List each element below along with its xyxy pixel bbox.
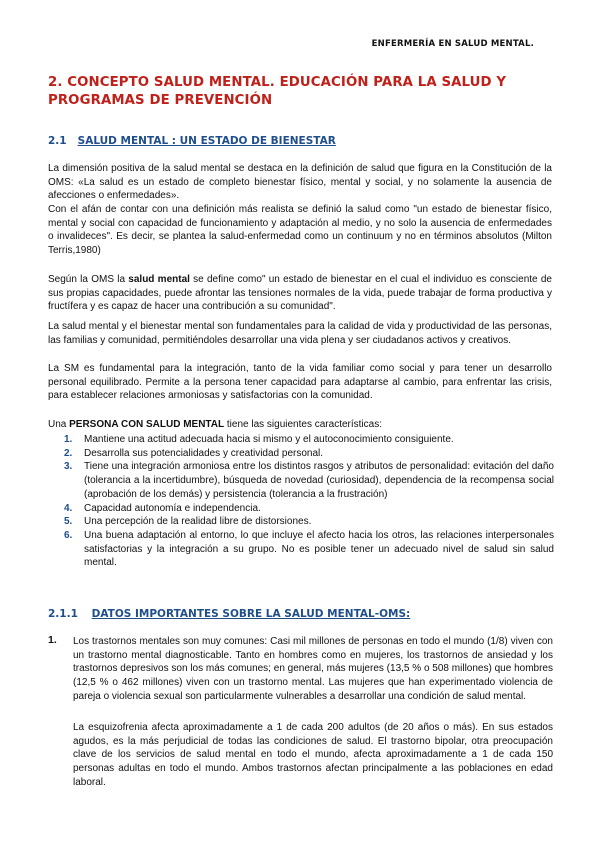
section-title: 2. CONCEPTO SALUD MENTAL. EDUCACIÓN PARA LA SALUD Y PROGRAMAS DE PREVENCIÓN [48,75,507,108]
subsection-number: 2.1.1 [48,608,78,620]
data-item-number: 1. [48,634,57,646]
running-header: ENFERMERÍA EN SALUD MENTAL. [371,39,534,49]
paragraph-oms-definition: La dimensión positiva de la salud mental se destaca en la definición de salud que figura en la Constitución de la OMS: «La salud es un estado de completo bienestar físico, mental y social, y no solamente la ausencia de afecciones o enfermedades». [48,163,552,202]
list-text: Capacidad autonomía e independencia. [84,502,261,514]
list-number: 1. [64,434,73,445]
text-fragment: tiene las siguientes características: [224,419,382,430]
list-number: 6. [64,529,73,541]
subsection-number: 2.1 [48,135,67,147]
paragraph-data-esquizofrenia: La esquizofrenia afecta aproximadamente a 1 de cada 200 adultos (de 20 años o más). En sus estados agudos, es la más perjudicial de todas las condiciones de salud. El trastorno bipolar, otra preocupación clave de los servicios de salud mental en todo el mundo, afecta aproximadamente a 1 de cada 150 personas adultas en todo el mundo. Ambos trastornos afectan principalmente a las poblaciones en edad laboral. [73,722,553,788]
paragraph-sm-integracion: La SM es fundamental para la integración, tanto de la vida familiar como social y para tener un desarrollo personal equilibrado. Permite a la persona tener capacidad para adaptarse al cambio, para enfrentar las crisis, para establecer relaciones armoniosas y satisfactorias con la comunidad. [48,363,552,402]
list-text: Una buena adaptación al entorno, lo que incluye el afecto hacia los otros, las relaciones interpersonales satisfactorias y la integración a su grupo. No es posible tener un adecuado nivel de salud sin salud mental. [84,529,554,569]
paragraph-data-trastornos: Los trastornos mentales son muy comunes: Casi mil millones de personas en todo el mundo (1/8) viven con un trastorno mental diagnosticable. Tanto en hombres como en mujeres, los trastornos de ansiedad y los trastornos depresivos son los más comunes; en general, más mujeres (13,5 % o 508 millones) que hombres (12,5 % o 462 millones) viven con un trastorno mental. Las mujeres que han experimentado violencia de pareja o violencia sexual son particularmente vulnerables a desarrollar una condición de salud mental. [73,636,553,702]
list-number: 5. [64,516,73,528]
bold-term: PERSONA CON SALUD MENTAL [69,419,225,430]
list-item [64,529,554,570]
paragraph-realistic-definition: Con el afán de contar con una definición más realista se definió la salud como "un estado de bienestar físico, mental y social con capacidad de funcionamiento y adaptación al medio, y no solo la ausencia de enfermedades o invalideces". Es decir, se plantea la salud-enfermedad como un continuum y no en términos absolutos (Milton Terris,1980) [48,204,552,257]
subsection-heading-2-1-1 [48,608,410,620]
list-item [64,433,554,447]
list-text: Mantiene una actitud adecuada hacia si mismo y el autoconocimiento consiguiente. [84,434,454,445]
paragraph-salud-mental-oms [48,273,552,314]
paragraph-bienestar: La salud mental y el bienestar mental son fundamentales para la calidad de vida y productividad de las personas, las familias y comunidad, permitiéndoles desarrollar una vida plena y ser ciudadanos activos y creativos. [48,321,552,346]
paragraph-persona-intro [48,418,552,432]
text-fragment: Según la OMS la [48,274,129,285]
list-number: 3. [64,461,73,473]
text-fragment: se define como" un estado de bienestar en el cual el individuo es consciente de sus propias capacidades, puede afrontar las tensiones normales de la vida, puede trabajar de forma productiva y fructífera y es capaz de hacer una contribución a su comunidad". [48,274,552,313]
subsection-heading-2-1 [48,135,336,147]
list-number: 4. [64,502,73,514]
list-item [64,460,554,501]
list-text: Desarrolla sus potencialidades y creatividad personal. [84,447,324,459]
list-number: 2. [64,447,73,459]
list-text: Una percepción de la realidad libre de distorsiones. [84,516,312,528]
characteristics-list [64,433,554,570]
list-item [64,447,554,461]
list-item [64,515,554,529]
list-text: Tiene una integración armoniosa entre los distintos rasgos y atributos de personalidad: evitación del daño (tolerancia a la incertidumbre), búsqueda de novedad (curiosidad), dependencia de la recompensa social (aprobación de los demás) y persistencia (tolerancia a la frustración) [84,461,554,500]
bold-term: salud mental [128,274,190,285]
subsection-title: SALUD MENTAL : UN ESTADO DE BIENESTAR [77,135,336,147]
list-item [64,502,554,516]
subsection-title: DATOS IMPORTANTES SOBRE LA SALUD MENTAL-OMS: [91,608,411,620]
text-fragment: Una [48,419,70,430]
